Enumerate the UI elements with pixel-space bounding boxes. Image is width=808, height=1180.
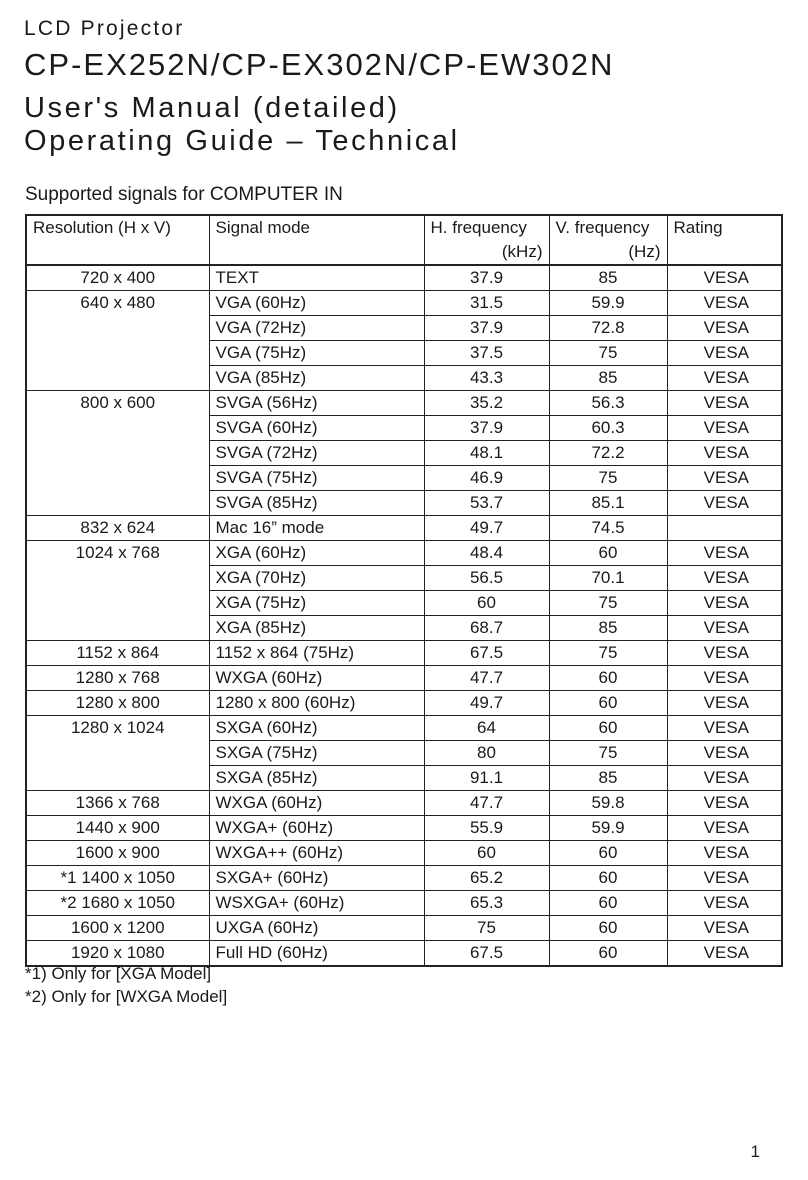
cell-v-frequency: 56.3	[549, 391, 667, 416]
product-type: LCD Projector	[24, 17, 185, 40]
cell-h-frequency: 43.3	[424, 366, 549, 391]
cell-resolution: 1600 x 1200	[26, 916, 209, 941]
cell-v-frequency: 60.3	[549, 416, 667, 441]
cell-resolution	[26, 491, 209, 516]
cell-resolution: 1920 x 1080	[26, 941, 209, 967]
cell-h-frequency: 37.9	[424, 316, 549, 341]
cell-resolution: *1 1400 x 1050	[26, 866, 209, 891]
cell-h-frequency: 46.9	[424, 466, 549, 491]
cell-resolution: 640 x 480	[26, 291, 209, 316]
table-row	[26, 491, 782, 516]
cell-rating: VESA	[667, 816, 782, 841]
table-row	[26, 666, 782, 691]
table-row	[26, 641, 782, 666]
cell-resolution: 1280 x 1024	[26, 716, 209, 741]
table-row	[26, 366, 782, 391]
cell-h-frequency: 64	[424, 716, 549, 741]
cell-signal-mode: UXGA (60Hz)	[209, 916, 424, 941]
cell-signal-mode: SXGA (75Hz)	[209, 741, 424, 766]
cell-signal-mode: SVGA (72Hz)	[209, 441, 424, 466]
cell-h-frequency: 65.3	[424, 891, 549, 916]
cell-v-frequency: 72.8	[549, 316, 667, 341]
cell-v-frequency: 60	[549, 716, 667, 741]
cell-v-frequency: 60	[549, 941, 667, 967]
cell-h-frequency: 65.2	[424, 866, 549, 891]
cell-v-frequency: 75	[549, 341, 667, 366]
cell-signal-mode: XGA (75Hz)	[209, 591, 424, 616]
cell-rating	[667, 516, 782, 541]
table-row	[26, 891, 782, 916]
cell-signal-mode: WXGA+ (60Hz)	[209, 816, 424, 841]
cell-resolution: 1280 x 800	[26, 691, 209, 716]
table-row	[26, 516, 782, 541]
table-row	[26, 441, 782, 466]
cell-v-frequency: 75	[549, 741, 667, 766]
cell-v-frequency: 59.9	[549, 291, 667, 316]
cell-h-frequency: 47.7	[424, 666, 549, 691]
cell-rating: VESA	[667, 366, 782, 391]
cell-signal-mode: SVGA (60Hz)	[209, 416, 424, 441]
cell-rating: VESA	[667, 666, 782, 691]
manual-title: User's Manual (detailed)	[24, 92, 400, 124]
cell-signal-mode: WXGA (60Hz)	[209, 666, 424, 691]
cell-resolution: 720 x 400	[26, 265, 209, 291]
table-row	[26, 691, 782, 716]
page-number: 1	[750, 1142, 760, 1161]
cell-rating: VESA	[667, 916, 782, 941]
cell-v-frequency: 59.9	[549, 816, 667, 841]
cell-resolution	[26, 341, 209, 366]
cell-v-frequency: 85	[549, 265, 667, 291]
table-row	[26, 416, 782, 441]
cell-rating: VESA	[667, 616, 782, 641]
table-header-units-row	[26, 240, 782, 265]
cell-signal-mode: SXGA (85Hz)	[209, 766, 424, 791]
cell-h-frequency: 91.1	[424, 766, 549, 791]
cell-resolution	[26, 766, 209, 791]
cell-h-frequency: 53.7	[424, 491, 549, 516]
cell-resolution: 800 x 600	[26, 391, 209, 416]
cell-h-frequency: 35.2	[424, 391, 549, 416]
table-row	[26, 391, 782, 416]
cell-h-frequency: 48.4	[424, 541, 549, 566]
cell-signal-mode: SVGA (56Hz)	[209, 391, 424, 416]
cell-h-frequency: 48.1	[424, 441, 549, 466]
cell-v-frequency: 60	[549, 891, 667, 916]
cell-h-frequency: 56.5	[424, 566, 549, 591]
footnote: *2) Only for [WXGA Model]	[25, 987, 228, 1006]
cell-signal-mode: WXGA++ (60Hz)	[209, 841, 424, 866]
table-row	[26, 916, 782, 941]
table-row	[26, 616, 782, 641]
cell-resolution: 832 x 624	[26, 516, 209, 541]
header-rating: Rating	[667, 215, 782, 240]
table-row	[26, 341, 782, 366]
cell-v-frequency: 59.8	[549, 791, 667, 816]
cell-v-frequency: 60	[549, 541, 667, 566]
cell-rating: VESA	[667, 691, 782, 716]
table-row	[26, 566, 782, 591]
header-v-frequency: V. frequency	[549, 215, 667, 240]
cell-rating: VESA	[667, 541, 782, 566]
cell-h-frequency: 67.5	[424, 641, 549, 666]
header-resolution: Resolution (H x V)	[26, 215, 209, 240]
table-row	[26, 741, 782, 766]
cell-rating: VESA	[667, 716, 782, 741]
cell-rating: VESA	[667, 441, 782, 466]
table-row	[26, 791, 782, 816]
cell-v-frequency: 70.1	[549, 566, 667, 591]
cell-h-frequency: 60	[424, 841, 549, 866]
cell-signal-mode: VGA (75Hz)	[209, 341, 424, 366]
cell-rating: VESA	[667, 391, 782, 416]
cell-v-frequency: 74.5	[549, 516, 667, 541]
cell-h-frequency: 55.9	[424, 816, 549, 841]
cell-resolution: 1600 x 900	[26, 841, 209, 866]
cell-v-frequency: 75	[549, 466, 667, 491]
cell-signal-mode: SVGA (75Hz)	[209, 466, 424, 491]
cell-resolution: 1280 x 768	[26, 666, 209, 691]
cell-signal-mode: 1280 x 800 (60Hz)	[209, 691, 424, 716]
table-row	[26, 541, 782, 566]
cell-signal-mode: VGA (60Hz)	[209, 291, 424, 316]
cell-v-frequency: 85	[549, 616, 667, 641]
cell-rating: VESA	[667, 841, 782, 866]
cell-rating: VESA	[667, 641, 782, 666]
section-title: Supported signals for COMPUTER IN	[25, 184, 343, 205]
cell-rating: VESA	[667, 566, 782, 591]
cell-v-frequency: 75	[549, 591, 667, 616]
cell-rating: VESA	[667, 491, 782, 516]
cell-resolution: 1152 x 864	[26, 641, 209, 666]
cell-signal-mode: Mac 16” mode	[209, 516, 424, 541]
cell-signal-mode: SVGA (85Hz)	[209, 491, 424, 516]
cell-v-frequency: 85	[549, 366, 667, 391]
cell-resolution: 1024 x 768	[26, 541, 209, 566]
table-body	[26, 265, 782, 966]
cell-rating: VESA	[667, 416, 782, 441]
cell-h-frequency: 60	[424, 591, 549, 616]
header-h-frequency: H. frequency	[424, 215, 549, 240]
cell-v-frequency: 85.1	[549, 491, 667, 516]
cell-rating: VESA	[667, 866, 782, 891]
cell-signal-mode: TEXT	[209, 265, 424, 291]
cell-rating: VESA	[667, 341, 782, 366]
cell-h-frequency: 37.9	[424, 416, 549, 441]
cell-v-frequency: 60	[549, 691, 667, 716]
table-row	[26, 816, 782, 841]
cell-signal-mode: SXGA+ (60Hz)	[209, 866, 424, 891]
cell-v-frequency: 60	[549, 916, 667, 941]
cell-resolution	[26, 316, 209, 341]
cell-signal-mode: Full HD (60Hz)	[209, 941, 424, 967]
cell-h-frequency: 67.5	[424, 941, 549, 967]
guide-title: Operating Guide – Technical	[24, 125, 460, 157]
cell-signal-mode: SXGA (60Hz)	[209, 716, 424, 741]
cell-resolution	[26, 466, 209, 491]
cell-rating: VESA	[667, 941, 782, 967]
footnote: *1) Only for [XGA Model]	[25, 964, 212, 983]
cell-resolution: *2 1680 x 1050	[26, 891, 209, 916]
cell-h-frequency: 37.9	[424, 265, 549, 291]
table-row	[26, 866, 782, 891]
table-row	[26, 716, 782, 741]
cell-resolution	[26, 441, 209, 466]
cell-signal-mode: VGA (85Hz)	[209, 366, 424, 391]
table-row	[26, 316, 782, 341]
table-row	[26, 466, 782, 491]
table-row	[26, 265, 782, 291]
table-row	[26, 766, 782, 791]
cell-resolution: 1440 x 900	[26, 816, 209, 841]
cell-rating: VESA	[667, 265, 782, 291]
cell-resolution	[26, 416, 209, 441]
header-v-unit: (Hz)	[549, 240, 667, 265]
cell-rating: VESA	[667, 291, 782, 316]
cell-signal-mode: 1152 x 864 (75Hz)	[209, 641, 424, 666]
table-row	[26, 291, 782, 316]
cell-resolution	[26, 591, 209, 616]
cell-rating: VESA	[667, 316, 782, 341]
header-signal-mode: Signal mode	[209, 215, 424, 240]
cell-resolution	[26, 741, 209, 766]
cell-rating: VESA	[667, 891, 782, 916]
cell-rating: VESA	[667, 741, 782, 766]
cell-resolution	[26, 616, 209, 641]
cell-h-frequency: 47.7	[424, 791, 549, 816]
cell-resolution	[26, 366, 209, 391]
cell-rating: VESA	[667, 791, 782, 816]
cell-rating: VESA	[667, 591, 782, 616]
cell-resolution	[26, 566, 209, 591]
cell-h-frequency: 68.7	[424, 616, 549, 641]
cell-rating: VESA	[667, 466, 782, 491]
model-names: CP-EX252N/CP-EX302N/CP-EW302N	[24, 47, 615, 82]
cell-v-frequency: 60	[549, 841, 667, 866]
table-header-row	[26, 215, 782, 240]
cell-h-frequency: 37.5	[424, 341, 549, 366]
cell-h-frequency: 80	[424, 741, 549, 766]
cell-v-frequency: 60	[549, 866, 667, 891]
cell-v-frequency: 75	[549, 641, 667, 666]
cell-signal-mode: WXGA (60Hz)	[209, 791, 424, 816]
cell-v-frequency: 72.2	[549, 441, 667, 466]
cell-v-frequency: 60	[549, 666, 667, 691]
cell-rating: VESA	[667, 766, 782, 791]
cell-signal-mode: XGA (85Hz)	[209, 616, 424, 641]
supported-signals-table	[25, 214, 783, 967]
cell-h-frequency: 49.7	[424, 691, 549, 716]
cell-h-frequency: 31.5	[424, 291, 549, 316]
table-row	[26, 841, 782, 866]
footnotes	[25, 962, 227, 1008]
cell-signal-mode: WSXGA+ (60Hz)	[209, 891, 424, 916]
cell-signal-mode: XGA (60Hz)	[209, 541, 424, 566]
cell-v-frequency: 85	[549, 766, 667, 791]
cell-signal-mode: VGA (72Hz)	[209, 316, 424, 341]
cell-h-frequency: 75	[424, 916, 549, 941]
cell-signal-mode: XGA (70Hz)	[209, 566, 424, 591]
cell-h-frequency: 49.7	[424, 516, 549, 541]
table-row	[26, 591, 782, 616]
header-h-unit: (kHz)	[424, 240, 549, 265]
cell-resolution: 1366 x 768	[26, 791, 209, 816]
